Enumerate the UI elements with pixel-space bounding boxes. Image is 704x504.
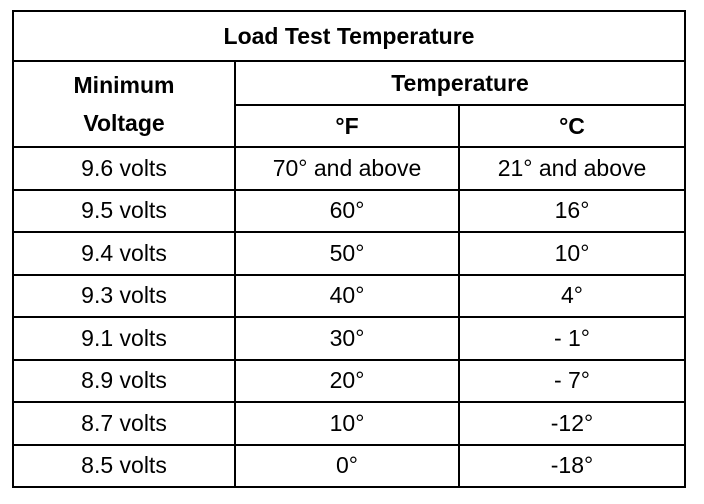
- load-test-temperature-table: [12, 10, 686, 488]
- voltage-cell: 9.4 volts: [13, 232, 235, 275]
- celsius-cell: 4°: [459, 275, 685, 318]
- voltage-cell: 9.3 volts: [13, 275, 235, 318]
- celsius-cell: - 7°: [459, 360, 685, 403]
- table-row: [13, 445, 685, 488]
- fahrenheit-cell: 0°: [235, 445, 459, 488]
- voltage-cell: 8.5 volts: [13, 445, 235, 488]
- minimum-voltage-header-line1: Minimum: [73, 72, 175, 98]
- fahrenheit-cell: 70° and above: [235, 147, 459, 190]
- table-row: [13, 402, 685, 445]
- table-title: Load Test Temperature: [13, 11, 685, 61]
- voltage-cell: 9.1 volts: [13, 317, 235, 360]
- table-row: [13, 232, 685, 275]
- celsius-cell: -12°: [459, 402, 685, 445]
- table-row: [13, 360, 685, 403]
- table-row: [13, 147, 685, 190]
- celsius-cell: - 1°: [459, 317, 685, 360]
- temperature-header: Temperature: [235, 61, 685, 105]
- table-body: [13, 147, 685, 487]
- fahrenheit-cell: 50°: [235, 232, 459, 275]
- fahrenheit-cell: 60°: [235, 190, 459, 233]
- fahrenheit-cell: 40°: [235, 275, 459, 318]
- celsius-cell: 16°: [459, 190, 685, 233]
- minimum-voltage-header-line2: Voltage: [83, 110, 165, 136]
- fahrenheit-header: °F: [235, 105, 459, 147]
- celsius-header: °C: [459, 105, 685, 147]
- celsius-cell: 21° and above: [459, 147, 685, 190]
- fahrenheit-cell: 10°: [235, 402, 459, 445]
- celsius-cell: -18°: [459, 445, 685, 488]
- minimum-voltage-header: [13, 61, 235, 147]
- fahrenheit-cell: 30°: [235, 317, 459, 360]
- celsius-cell: 10°: [459, 232, 685, 275]
- voltage-cell: 9.5 volts: [13, 190, 235, 233]
- voltage-cell: 9.6 volts: [13, 147, 235, 190]
- table-row: [13, 317, 685, 360]
- table-row: [13, 275, 685, 318]
- voltage-cell: 8.7 volts: [13, 402, 235, 445]
- fahrenheit-cell: 20°: [235, 360, 459, 403]
- voltage-cell: 8.9 volts: [13, 360, 235, 403]
- table-row: [13, 190, 685, 233]
